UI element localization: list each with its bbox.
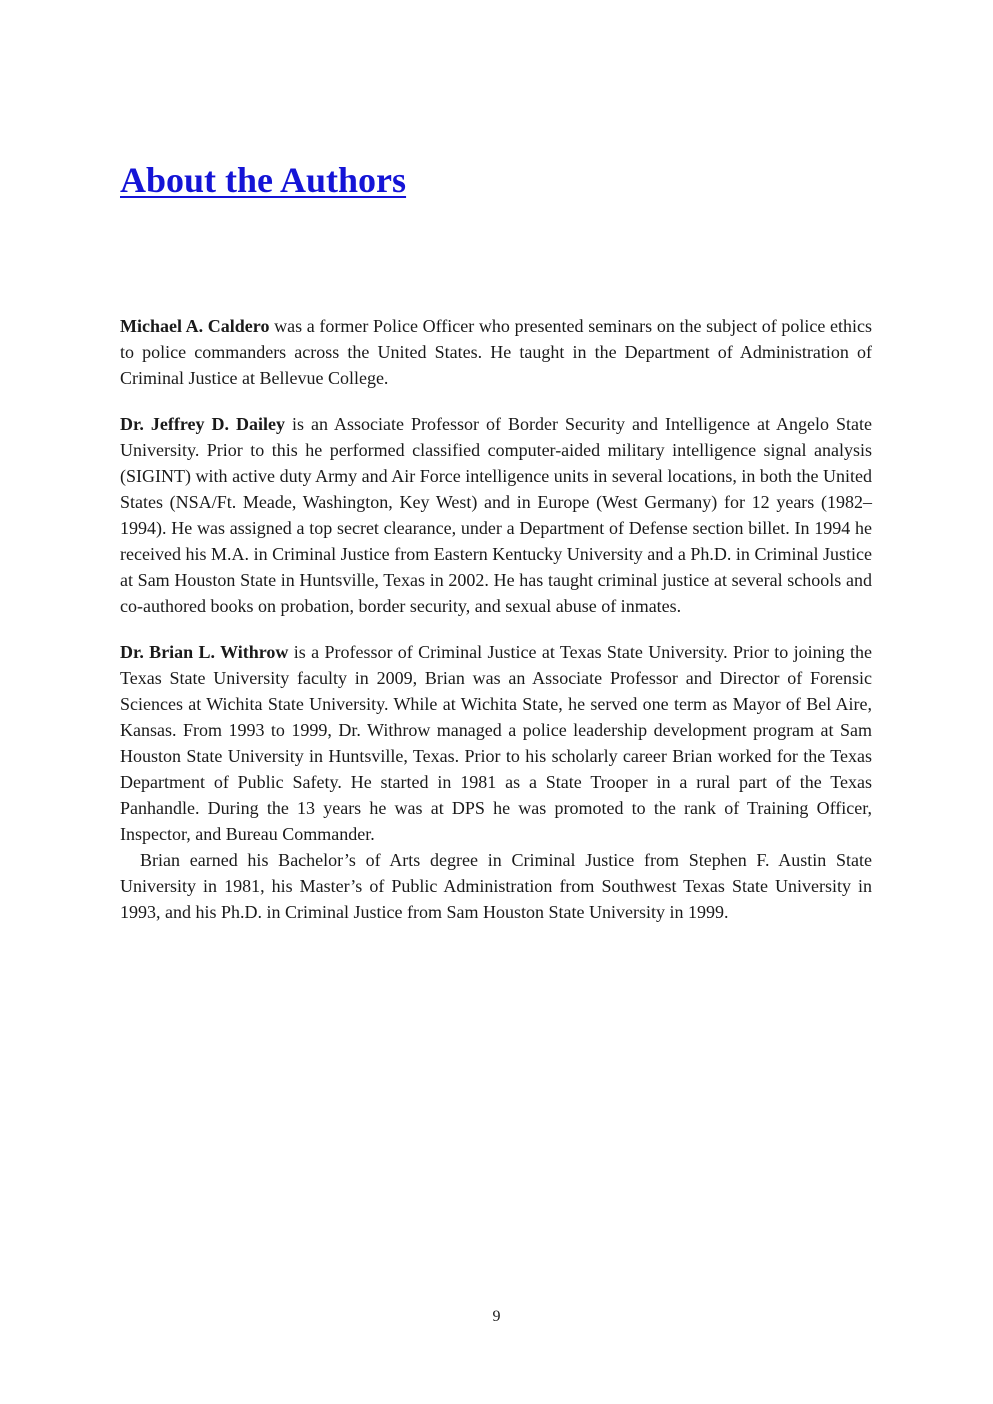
page-number: 9 bbox=[492, 1308, 501, 1325]
author-name: Michael A. Caldero bbox=[120, 316, 270, 336]
page-title-link[interactable]: About the Authors bbox=[120, 160, 407, 200]
author-bio-withrow-continued: Brian earned his Bachelor’s of Arts degree in Criminal Justice from Stephen F. Austin State University in 1981, his Master’s of Public Administration from Southwest Texas State University in 1993, and his Ph.D. in Criminal Justice from Sam Houston State University in 1999. bbox=[120, 850, 872, 922]
author-bio-dailey bbox=[120, 411, 872, 619]
author-name: Dr. Brian L. Withrow bbox=[120, 642, 289, 662]
author-bio-caldero bbox=[120, 313, 872, 391]
author-bio-text: is a Professor of Criminal Justice at Texas State University. Prior to joining the Texas State University faculty in 2009, Brian was an Associate Professor and Director of Forensic Sciences at Wichita State University. While at Wichita State, he served one term as Mayor of Bel Aire, Kansas. From 1993 to 1999, Dr. Withrow managed a police leadership development program at Sam Houston State University in Huntsville, Texas. Prior to his scholarly career Brian worked for the Texas Department of Public Safety. He started in 1981 as a State Trooper in a rural part of the Texas Panhandle. During the 13 years he was at DPS he was promoted to the rank of Training Officer, Inspector, and Bureau Commander. bbox=[120, 642, 872, 844]
author-bio-text: was a former Police Officer who presented seminars on the subject of police ethics to police commanders across the United States. He taught in the Department of Administration of Criminal Justice at Bellevue College. bbox=[120, 316, 872, 388]
author-name: Dr. Jeffrey D. Dailey bbox=[120, 414, 285, 434]
author-bio-withrow bbox=[120, 639, 872, 847]
author-bio-text: is an Associate Professor of Border Security and Intelligence at Angelo State University. Prior to this he performed classified computer-aided military intelligence signal analysis (SIGINT) with active duty Army and Air Force intelligence units in several locations, in both the United States (NSA/Ft. Meade, Washington, Key West) and in Europe (West Germany) for 12 years (1982–1994). He was assigned a top secret clearance, under a Department of Defense section billet. In 1994 he received his M.A. in Criminal Justice from Eastern Kentucky University and a Ph.D. in Criminal Justice at Sam Houston State in Huntsville, Texas in 2002. He has taught criminal justice at several schools and co-authored books on probation, border security, and sexual abuse of inmates. bbox=[120, 414, 872, 616]
author-bios bbox=[120, 313, 872, 945]
